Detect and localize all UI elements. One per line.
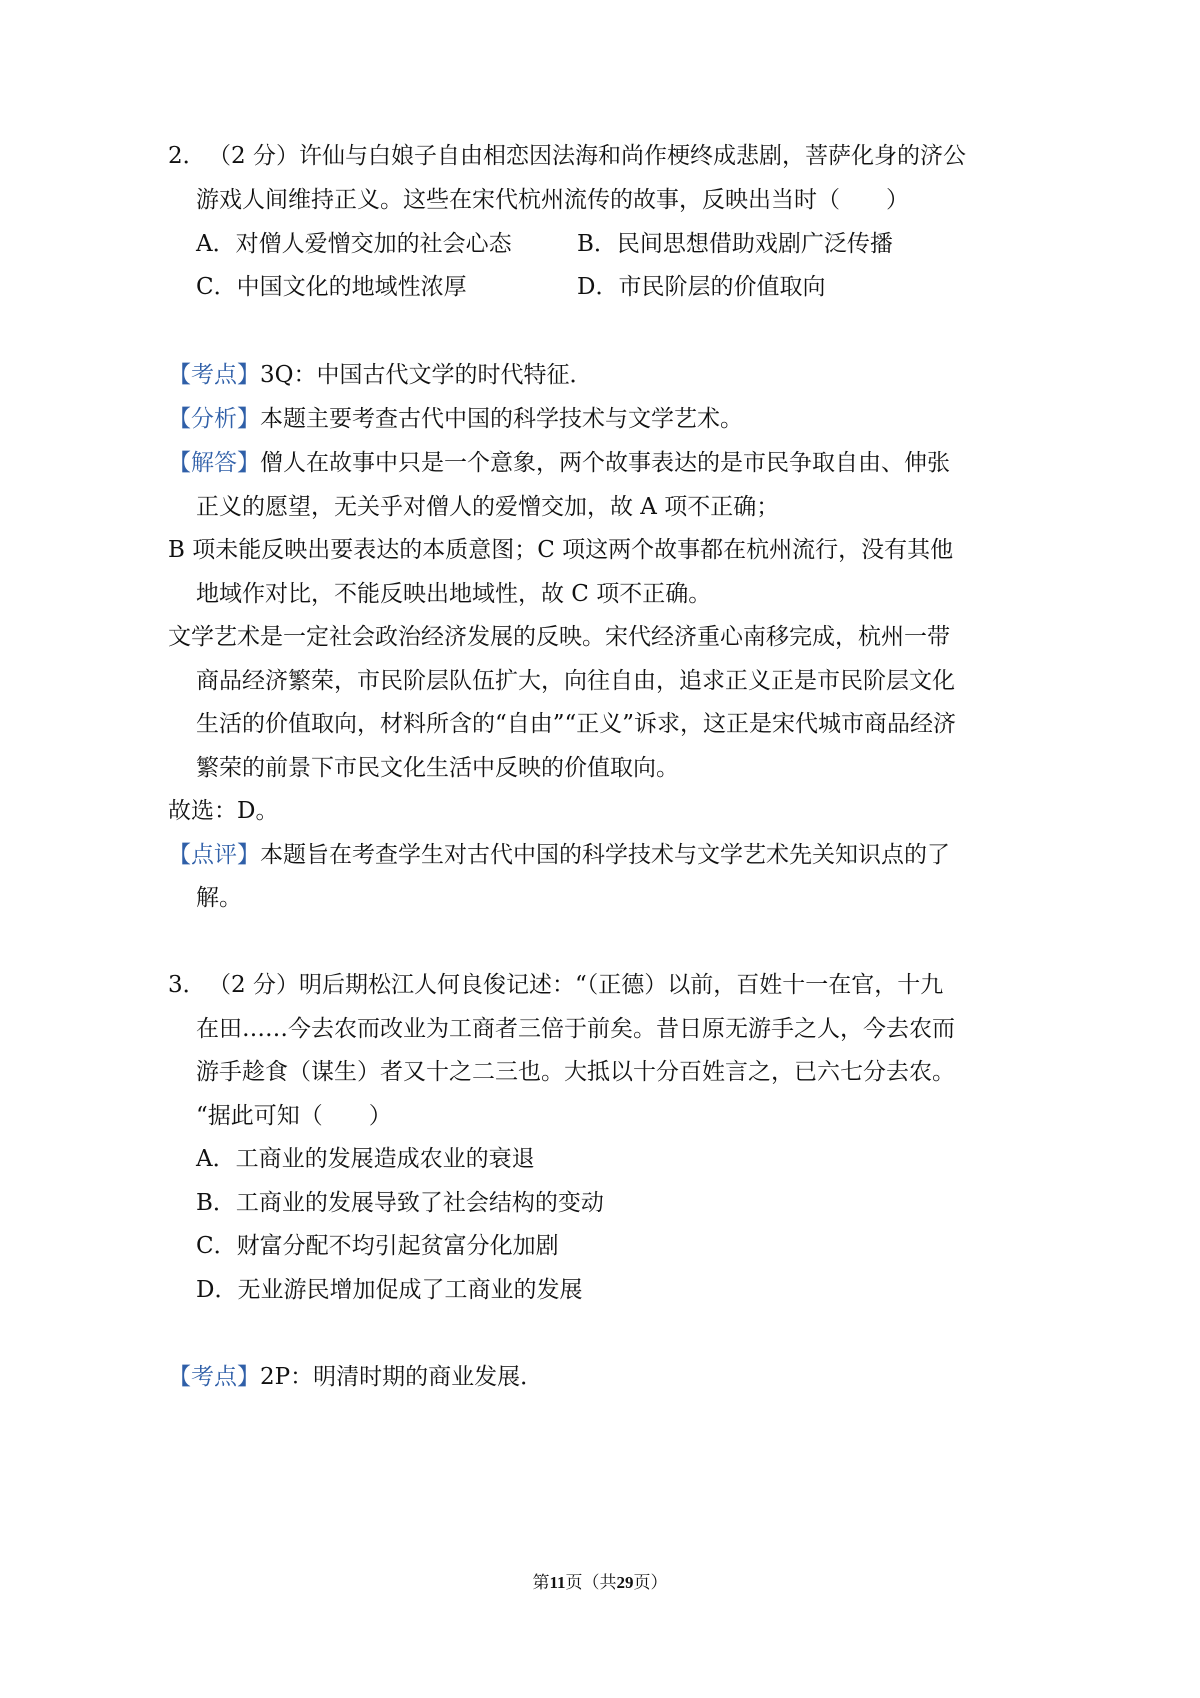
q3-stem-line2: 在田……今去农而改业为工商者三倍于前矣。昔日原无游手之人，今去农而 [196,1016,955,1042]
q2-answer: 故选：D。 [168,798,279,824]
fenxi-tag: 【分析】 [168,406,260,432]
q2-kaodian: 【考点】3Q：中国古代文学的时代特征． [168,362,593,388]
q2-option-b: B．民间思想借助戏剧广泛传播 [577,231,893,257]
q2-jieda-line4: 地域作对比，不能反映出地域性，故 C 项不正确。 [196,581,712,607]
q2-jieda-line6: 商品经济繁荣，市民阶层队伍扩大，向往自由，追求正义正是市民阶层文化 [196,668,955,694]
q2-jieda-line8: 繁荣的前景下市民文化生活中反映的价值取向。 [196,755,679,781]
page-total: 29 [616,1573,634,1592]
dianping-tag: 【点评】 [168,842,260,868]
q2-number: 2． [168,143,206,169]
q2-dianping-line2: 解。 [196,885,242,911]
q2-stem-line1: 2． （2 分）许仙与白娘子自由相恋因法海和尚作梗终成悲剧，菩萨化身的济公 [168,143,966,169]
q2-option-a: A．对僧人爱憎交加的社会心态 [196,231,512,257]
q3-number: 3． [168,972,206,998]
q3-kaodian: 【考点】2P：明清时期的商业发展． [168,1364,544,1390]
q2-jieda-line5: 文学艺术是一定社会政治经济发展的反映。宋代经济重心南移完成，杭州一带 [168,624,950,650]
q2-jieda-line3: B 项未能反映出要表达的本质意图；C 项这两个故事都在杭州流行，没有其他 [168,537,954,563]
q3-stem-line1: 3． （2 分）明后期松江人何良俊记述：“（正德）以前，百姓十一在官，十九 [168,972,944,998]
kaodian-tag: 【考点】 [168,1364,260,1390]
kaodian-tag: 【考点】 [168,362,260,388]
q2-fenxi: 【分析】本题主要考查古代中国的科学技术与文学艺术。 [168,406,743,432]
q2-jieda-line7: 生活的价值取向，材料所含的“自由”“正义”诉求，这正是宋代城市商品经济 [196,711,957,737]
page-footer: 第11页（共29页） [532,1573,668,1593]
q2-option-c: C．中国文化的地域性浓厚 [196,274,467,300]
page-number: 11 [549,1573,566,1592]
q3-stem-line4: “据此可知（ ） [196,1103,392,1129]
q2-stem-line2: 游戏人间维持正义。这些在宋代杭州流传的故事，反映出当时（ ） [196,187,909,213]
q3-option-a: A．工商业的发展造成农业的衰退 [196,1146,535,1172]
q2-jieda-line1: 【解答】僧人在故事中只是一个意象，两个故事表达的是市民争取自由、伸张 [168,450,950,476]
q3-option-c: C．财富分配不均引起贫富分化加剧 [196,1233,559,1259]
q2-option-d: D．市民阶层的价值取向 [577,274,826,300]
q2-jieda-line2: 正义的愿望，无关乎对僧人的爱憎交加，故 A 项不正确； [196,494,780,520]
q2-dianping-line1: 【点评】本题旨在考查学生对古代中国的科学技术与文学艺术先关知识点的了 [168,842,950,868]
q3-option-d: D．无业游民增加促成了工商业的发展 [196,1277,583,1303]
jieda-tag: 【解答】 [168,450,260,476]
q3-option-b: B．工商业的发展导致了社会结构的变动 [196,1190,604,1216]
q3-stem-line3: 游手趁食（谋生）者又十之二三也。大抵以十分百姓言之，已六七分去农。 [196,1059,955,1085]
